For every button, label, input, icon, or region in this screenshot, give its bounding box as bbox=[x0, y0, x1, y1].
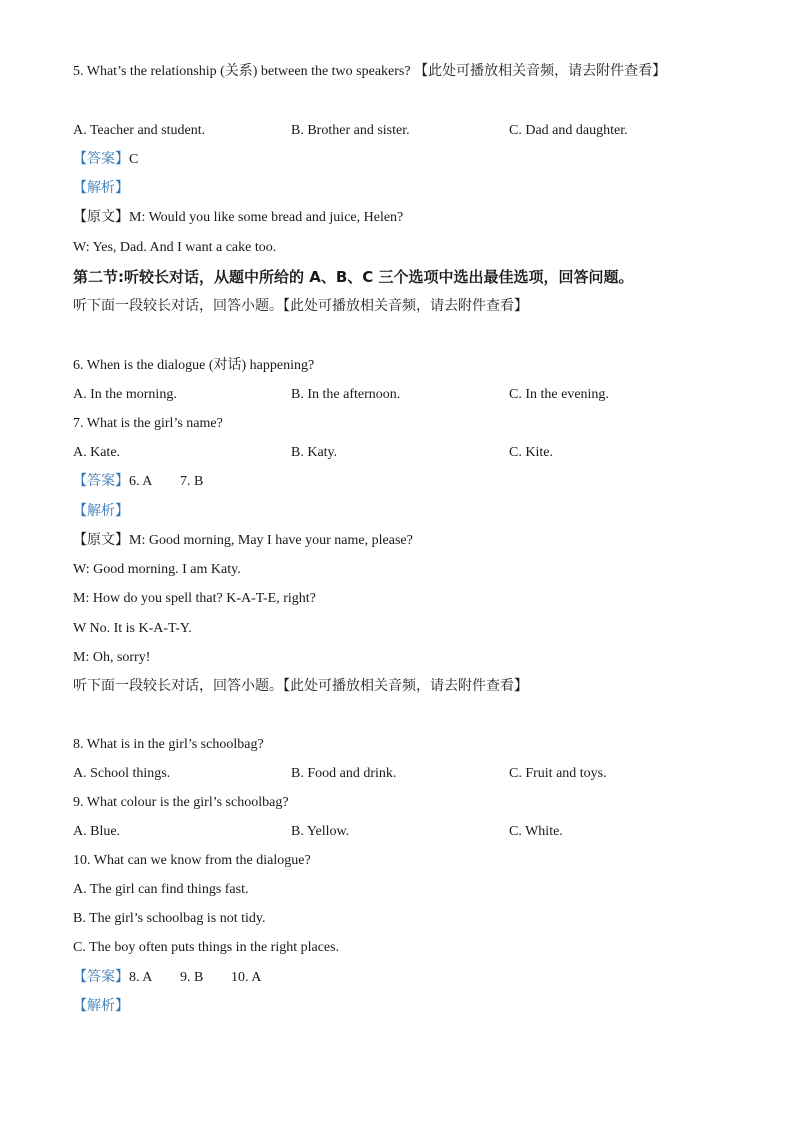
section-2-intro-1: 听下面一段较长对话，回答小题。【此处可播放相关音频，请去附件查看】 bbox=[73, 299, 528, 314]
q6-7-transcript-1 bbox=[73, 531, 413, 551]
question-6: 6. When is the dialogue (对话) happening? bbox=[73, 358, 315, 373]
q7-answer: 7. B bbox=[180, 474, 204, 489]
analysis-tag: 【解析】 bbox=[73, 999, 129, 1014]
answer-tag: 【答案】 bbox=[73, 474, 129, 489]
q6-7-transcript-2: W: Good morning. I am Katy. bbox=[73, 562, 241, 577]
analysis-tag: 【解析】 bbox=[73, 181, 129, 196]
answer-tag: 【答案】 bbox=[73, 152, 129, 167]
section-2-heading: 第二节:听较长对话，从题中所给的 A、B、C 三个选项中选出最佳选项，回答问题。 bbox=[73, 268, 634, 286]
q8-option-c: C. Fruit and toys. bbox=[509, 766, 607, 781]
q6-option-c: C. In the evening. bbox=[509, 387, 609, 402]
q9-option-c: C. White. bbox=[509, 824, 563, 839]
question-10: 10. What can we know from the dialogue? bbox=[73, 853, 311, 868]
q7-option-a: A. Kate. bbox=[73, 445, 121, 460]
q5-transcript-1 bbox=[73, 208, 403, 228]
q6-7-transcript-line-1: M: Good morning, May I have your name, please? bbox=[129, 533, 413, 548]
q10-option-b: B. The girl’s schoolbag is not tidy. bbox=[73, 911, 266, 926]
q8-option-a: A. School things. bbox=[73, 766, 171, 781]
question-8: 8. What is in the girl’s schoolbag? bbox=[73, 737, 264, 752]
q10-option-a: A. The girl can find things fast. bbox=[73, 882, 249, 897]
original-text-tag: 【原文】 bbox=[73, 210, 129, 225]
q7-option-b: B. Katy. bbox=[291, 445, 338, 460]
q9-answer: 9. B bbox=[180, 970, 204, 985]
q6-7-transcript-3: M: How do you spell that? K-A-T-E, right? bbox=[73, 591, 316, 606]
question-7: 7. What is the girl’s name? bbox=[73, 416, 223, 431]
question-5: 5. What’s the relationship (关系) between the two speakers? 【此处可播放相关音频，请去附件查看】 bbox=[73, 64, 667, 79]
q10-answer: 10. A bbox=[231, 970, 262, 985]
original-text-tag: 【原文】 bbox=[73, 533, 129, 548]
q6-7-transcript-5: M: Oh, sorry! bbox=[73, 650, 151, 665]
question-9: 9. What colour is the girl’s schoolbag? bbox=[73, 795, 289, 810]
q6-7-answer-line bbox=[73, 472, 203, 492]
q5-answer-line bbox=[73, 150, 138, 170]
q8-10-answer-line bbox=[73, 968, 261, 988]
q7-option-c: C. Kite. bbox=[509, 445, 553, 460]
q5-transcript-2: W: Yes, Dad. And I want a cake too. bbox=[73, 240, 277, 255]
q8-answer: 8. A bbox=[129, 970, 153, 985]
answer-tag: 【答案】 bbox=[73, 970, 129, 985]
q10-option-c: C. The boy often puts things in the right places. bbox=[73, 940, 340, 955]
q6-answer: 6. A bbox=[129, 474, 153, 489]
q5-answer: C bbox=[129, 152, 139, 167]
section-2-intro-2: 听下面一段较长对话，回答小题。【此处可播放相关音频，请去附件查看】 bbox=[73, 679, 528, 694]
q6-7-transcript-4: W No. It is K-A-T-Y. bbox=[73, 621, 192, 636]
q9-option-a: A. Blue. bbox=[73, 824, 121, 839]
q5-transcript-line-1: M: Would you like some bread and juice, Helen? bbox=[129, 210, 404, 225]
q5-option-a: A. Teacher and student. bbox=[73, 123, 206, 138]
analysis-tag: 【解析】 bbox=[73, 504, 129, 519]
q6-option-a: A. In the morning. bbox=[73, 387, 177, 402]
q5-option-b: B. Brother and sister. bbox=[291, 123, 410, 138]
q5-option-c: C. Dad and daughter. bbox=[509, 123, 628, 138]
q9-option-b: B. Yellow. bbox=[291, 824, 350, 839]
q8-option-b: B. Food and drink. bbox=[291, 766, 397, 781]
q6-option-b: B. In the afternoon. bbox=[291, 387, 401, 402]
